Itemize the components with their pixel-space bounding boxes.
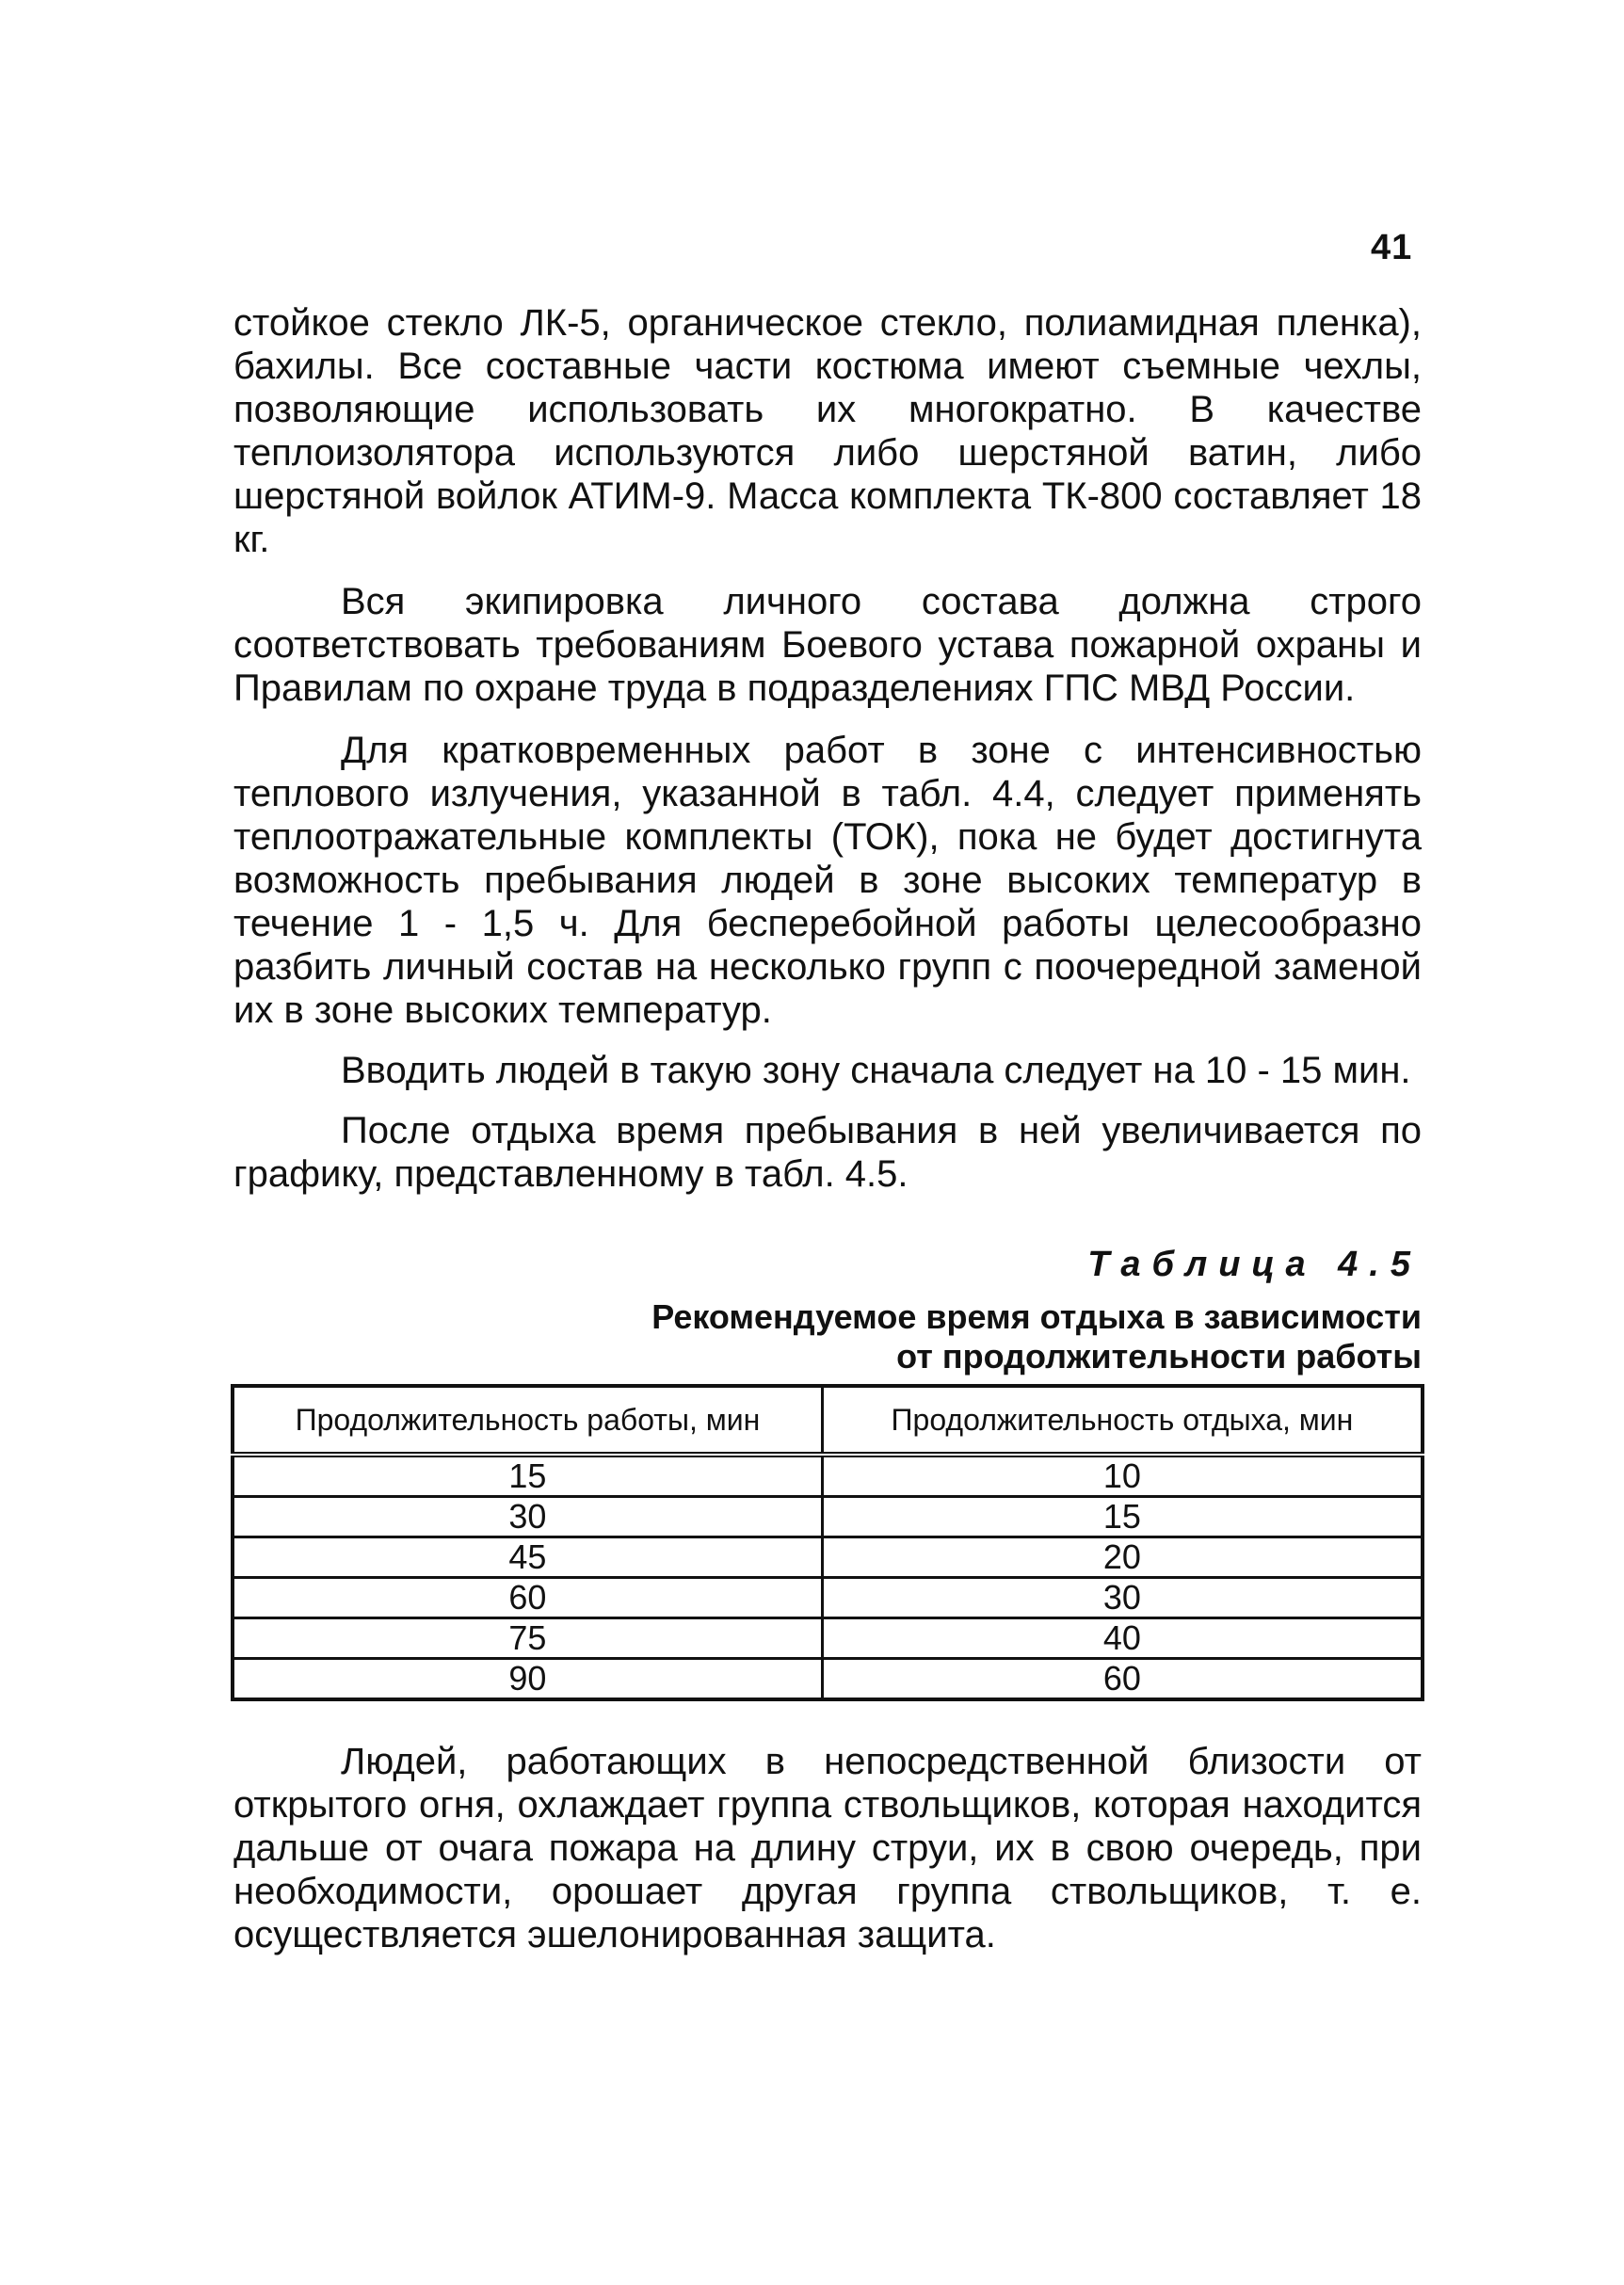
table-title bbox=[480, 1297, 1422, 1376]
table-header-row bbox=[233, 1386, 1423, 1455]
table-title-line-1: Рекомендуемое время отдыха в зависимости bbox=[651, 1297, 1422, 1336]
main-text-bottom bbox=[233, 1740, 1422, 1956]
page-number: 41 bbox=[1371, 228, 1413, 267]
cell-work: 60 bbox=[233, 1578, 822, 1618]
header-work-duration: Продолжительность работы, мин bbox=[233, 1386, 822, 1455]
header-rest-duration: Продолжительность отдыха, мин bbox=[822, 1386, 1423, 1455]
table-row bbox=[233, 1537, 1423, 1578]
table-row bbox=[233, 1497, 1423, 1537]
paragraph-3: Для кратковременных работ в зоне с интенсивностью теплового излучения, указанной в табл. 4.4, следует применять теплоотражательные комплекты (ТОК), пока не будет достигнута возможность пребывания людей в зоне высоких температур в течение 1 - 1,5 ч. Для бесперебойной работы целесообразно разбить личный состав на несколько групп с поочередной заменой их в зоне высоких температур. bbox=[233, 730, 1422, 1031]
cell-work: 45 bbox=[233, 1537, 822, 1578]
rest-time-table bbox=[231, 1384, 1424, 1701]
cell-work: 90 bbox=[233, 1659, 822, 1700]
cell-rest: 20 bbox=[822, 1537, 1423, 1578]
table-row bbox=[233, 1578, 1423, 1618]
cell-rest: 60 bbox=[822, 1659, 1423, 1700]
table-row bbox=[233, 1618, 1423, 1659]
main-text-top bbox=[233, 301, 1422, 1196]
cell-work: 30 bbox=[233, 1497, 822, 1537]
paragraph-1: стойкое стекло ЛК-5, органическое стекло, полиамидная пленка), бахилы. Все составные части костюма имеют съемные чехлы, позволяющие использовать их многократно. В качестве теплоизолятора используются либо шерстяной ватин, либо шерстяной войлок АТИМ-9. Масса комплекта ТК-800 составляет 18 кг. bbox=[233, 302, 1422, 560]
table-caption: Таблица 4.5 bbox=[1087, 1245, 1422, 1284]
paragraph-6: Людей, работающих в непосредственной близости от открытого огня, охлаждает группа ствольщиков, которая находится дальше от очага пожара на длину струи, их в свою очередь, при необходимости, орошает другая группа ствольщиков, т. е. осуществляется эшелонированная защита. bbox=[233, 1741, 1422, 1955]
paragraph-5: После отдыха время пребывания в ней увеличивается по графику, представленному в табл. 4.5. bbox=[233, 1110, 1422, 1195]
table-title-line-2: от продолжительности работы bbox=[896, 1337, 1422, 1376]
cell-work: 75 bbox=[233, 1618, 822, 1659]
cell-rest: 10 bbox=[822, 1455, 1423, 1497]
cell-rest: 15 bbox=[822, 1497, 1423, 1537]
cell-rest: 40 bbox=[822, 1618, 1423, 1659]
paragraph-4: Вводить людей в такую зону сначала следует на 10 - 15 мин. bbox=[341, 1050, 1411, 1091]
table-row bbox=[233, 1659, 1423, 1700]
cell-work: 15 bbox=[233, 1455, 822, 1497]
cell-rest: 30 bbox=[822, 1578, 1423, 1618]
paragraph-2: Вся экипировка личного состава должна строго соответствовать требованиям Боевого устава пожарной охраны и Правилам по охране труда в подразделениях ГПС МВД России. bbox=[233, 581, 1422, 709]
table-row bbox=[233, 1455, 1423, 1497]
